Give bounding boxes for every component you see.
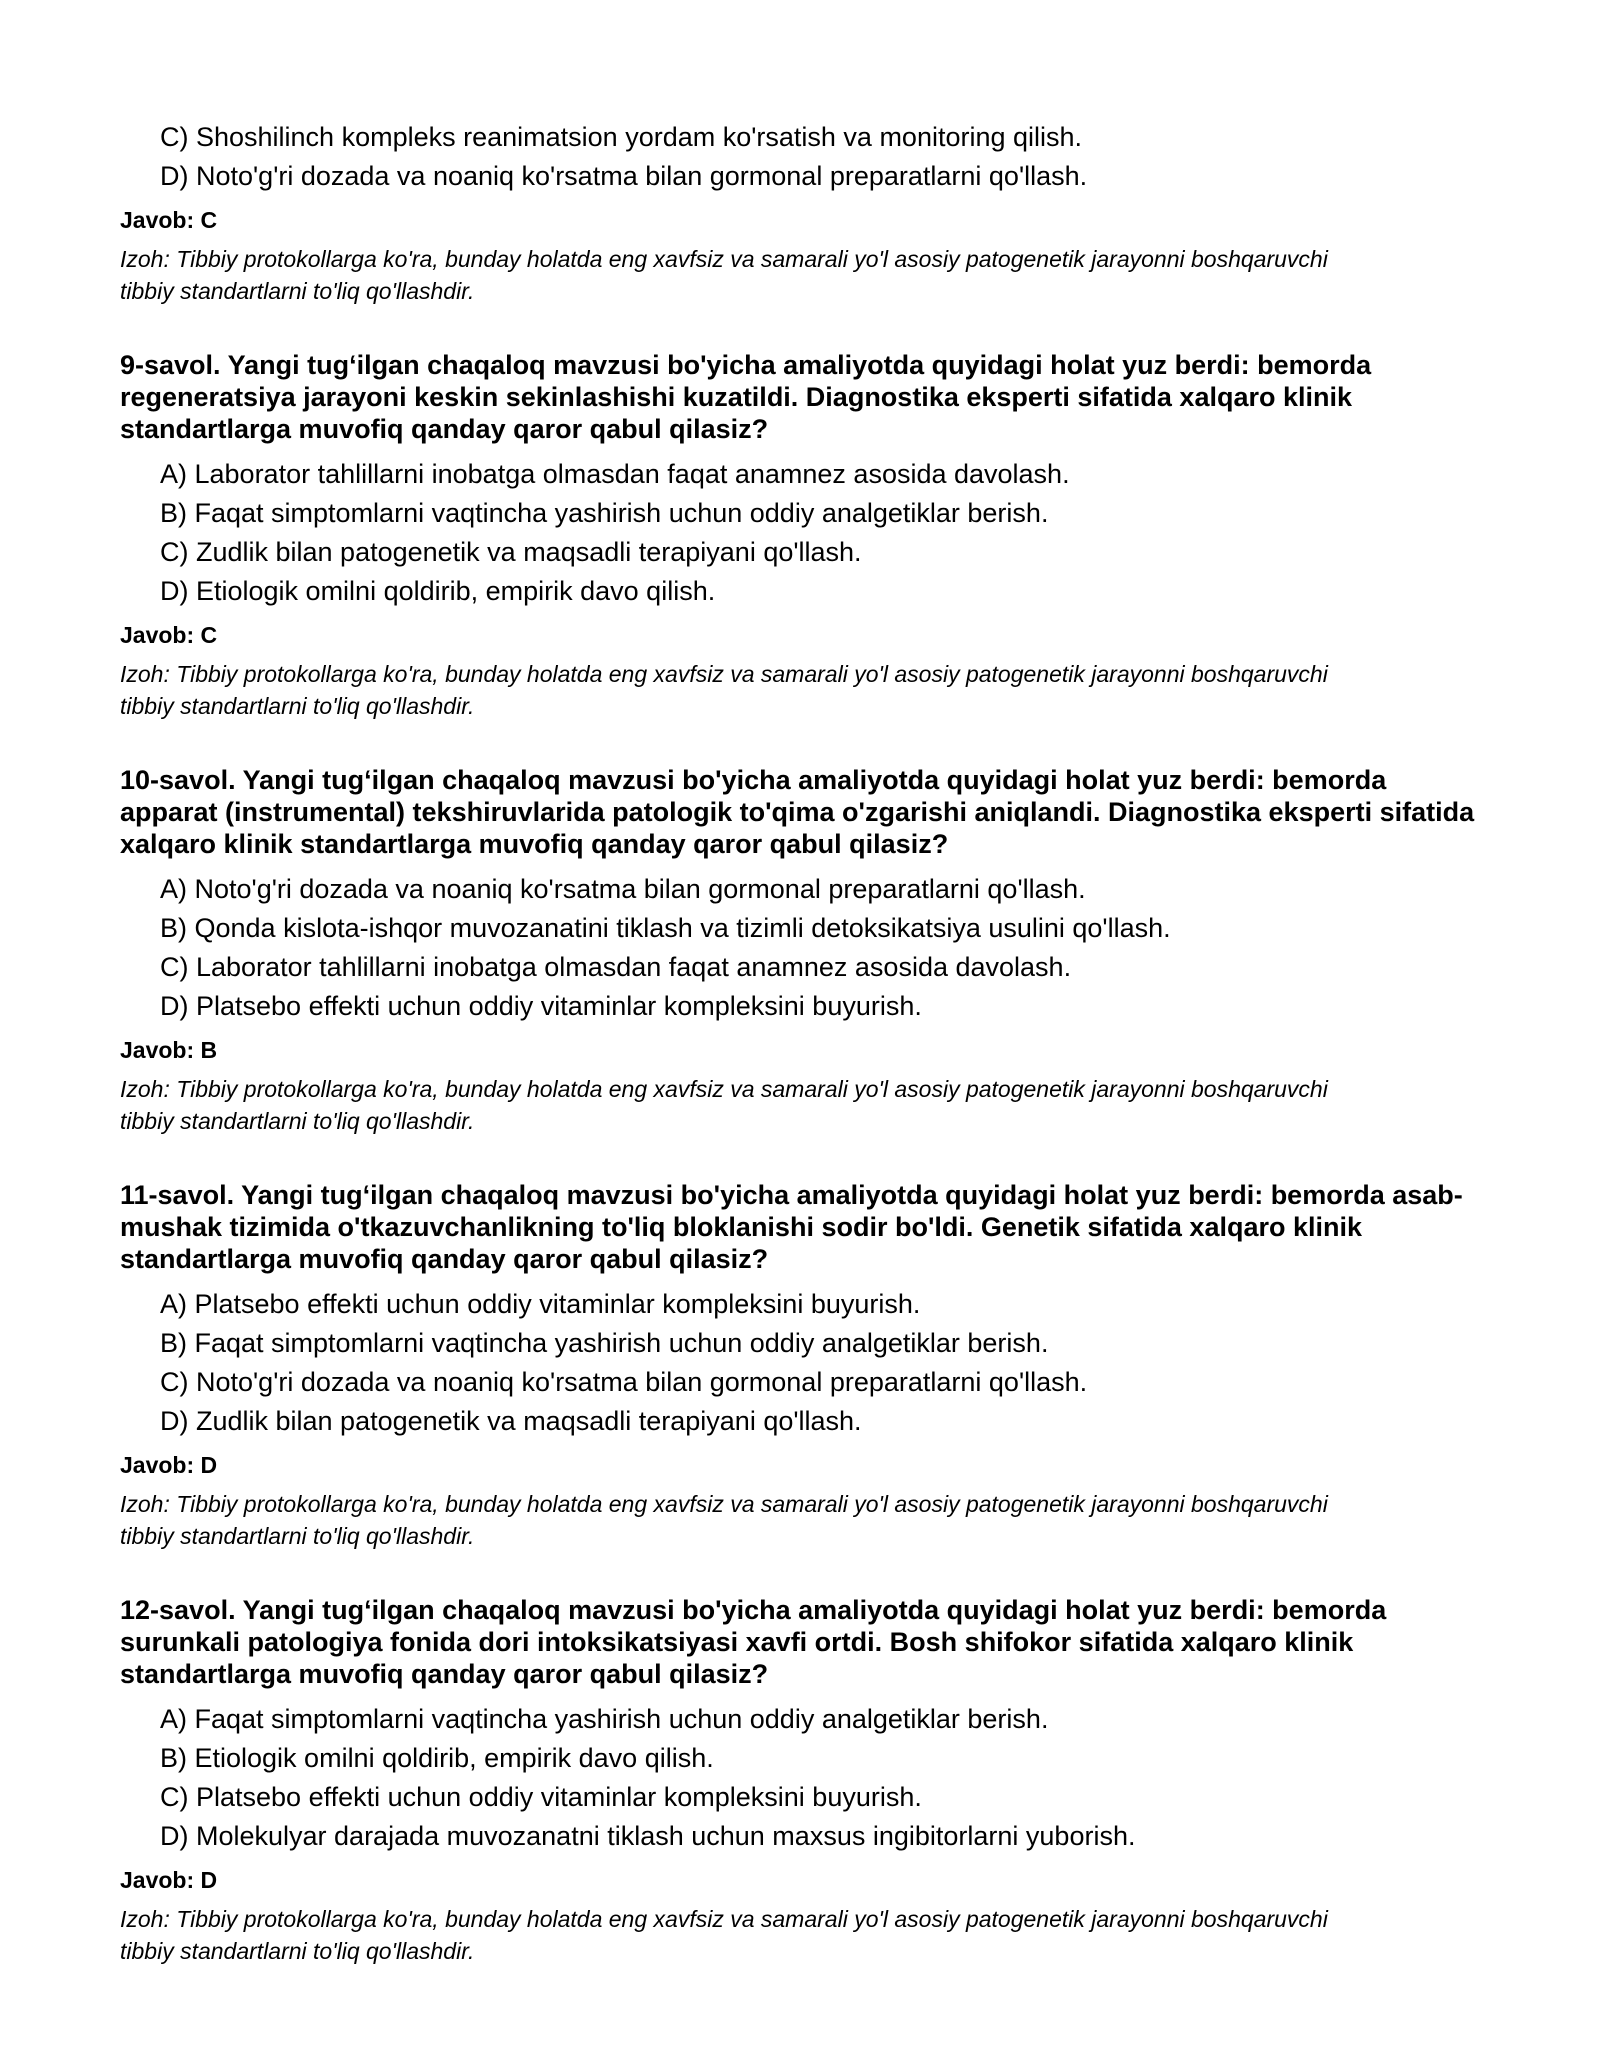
question-text: 9-savol. Yangi tug‘ilgan chaqaloq mavzusi bo'yicha amaliyotda quyidagi holat yuz berdi: bemorda regeneratsiya jarayoni keskin sekinlashishi kuzatildi. Diagnostika eksperti sifatida xalqaro klinik standartlarga muvofiq qanday qaror qabul qilasiz? [120, 350, 1372, 444]
answer-label: Javob: D [120, 1867, 218, 1893]
answer-label: Javob: C [120, 207, 218, 233]
option-b: B) Faqat simptomlarni vaqtincha yashirish uchun oddiy analgetiklar berish. [160, 1328, 1049, 1358]
answer-label: Javob: B [120, 1037, 218, 1063]
option-a: A) Platsebo effekti uchun oddiy vitaminlar kompleksini buyurish. [160, 1289, 921, 1319]
option-c: C) Noto'g'ri dozada va noaniq ko'rsatma bilan gormonal preparatlarni qo'llash. [160, 1367, 1088, 1397]
question-9 [120, 349, 1480, 722]
option-d: D) Noto'g'ri dozada va noaniq ko'rsatma bilan gormonal preparatlarni qo'llash. [160, 161, 1088, 191]
explanation-note: Izoh: Tibbiy protokollarga ko'ra, bunday holatda eng xavfsiz va samarali yo'l asosiy patogenetik jarayonni boshqaruvchi tibbiy standartlarni to'liq qo'llashdir. [120, 1491, 1328, 1549]
question-12 [120, 1594, 1480, 1967]
explanation-note: Izoh: Tibbiy protokollarga ko'ra, bunday holatda eng xavfsiz va samarali yo'l asosiy patogenetik jarayonni boshqaruvchi tibbiy standartlarni to'liq qo'llashdir. [120, 1076, 1328, 1134]
option-b: B) Etiologik omilni qoldirib, empirik davo qilish. [160, 1743, 714, 1773]
question-text: 12-savol. Yangi tug‘ilgan chaqaloq mavzusi bo'yicha amaliyotda quyidagi holat yuz berdi: bemorda surunkali patologiya fonida dori intoksikatsiyasi xavfi ortdi. Bosh shifokor sifatida xalqaro klinik standartlarga muvofiq qanday qaror qabul qilasiz? [120, 1595, 1387, 1689]
explanation-note: Izoh: Tibbiy protokollarga ko'ra, bunday holatda eng xavfsiz va samarali yo'l asosiy patogenetik jarayonni boshqaruvchi tibbiy standartlarni to'liq qo'llashdir. [120, 661, 1328, 719]
answer-label: Javob: C [120, 622, 218, 648]
question-text: 11-savol. Yangi tug‘ilgan chaqaloq mavzusi bo'yicha amaliyotda quyidagi holat yuz berdi: bemorda asab-mushak tizimida o'tkazuvchanlikning to'liq bloklanishi sodir bo'ldi. Genetik sifatida xalqaro klinik standartlarga muvofiq qanday qaror qabul qilasiz? [120, 1180, 1463, 1274]
option-a: A) Laborator tahlillarni inobatga olmasdan faqat anamnez asosida davolash. [160, 459, 1070, 489]
option-d: D) Etiologik omilni qoldirib, empirik davo qilish. [160, 576, 716, 606]
option-d: D) Platsebo effekti uchun oddiy vitaminlar kompleksini buyurish. [160, 991, 922, 1021]
question-8-continuation [120, 118, 1480, 307]
option-a: A) Noto'g'ri dozada va noaniq ko'rsatma bilan gormonal preparatlarni qo'llash. [160, 874, 1086, 904]
document-page [120, 118, 1480, 1967]
answer-label: Javob: D [120, 1452, 218, 1478]
option-b: B) Qonda kislota-ishqor muvozanatini tiklash va tizimli detoksikatsiya usulini qo'llash. [160, 913, 1171, 943]
question-text: 10-savol. Yangi tug‘ilgan chaqaloq mavzusi bo'yicha amaliyotda quyidagi holat yuz berdi: bemorda apparat (instrumental) tekshiruvlarida patologik to'qima o'zgarishi aniqlandi. Diagnostika eksperti sifatida xalqaro klinik standartlarga muvofiq qanday qaror qabul qilasiz? [120, 765, 1475, 859]
option-list [120, 1700, 1480, 1856]
option-c: C) Platsebo effekti uchun oddiy vitaminlar kompleksini buyurish. [160, 1782, 922, 1812]
option-list [120, 455, 1480, 611]
option-b: B) Faqat simptomlarni vaqtincha yashirish uchun oddiy analgetiklar berish. [160, 498, 1049, 528]
option-c: C) Laborator tahlillarni inobatga olmasdan faqat anamnez asosida davolash. [160, 952, 1072, 982]
explanation-note: Izoh: Tibbiy protokollarga ko'ra, bunday holatda eng xavfsiz va samarali yo'l asosiy patogenetik jarayonni boshqaruvchi tibbiy standartlarni to'liq qo'llashdir. [120, 246, 1328, 304]
explanation-note: Izoh: Tibbiy protokollarga ko'ra, bunday holatda eng xavfsiz va samarali yo'l asosiy patogenetik jarayonni boshqaruvchi tibbiy standartlarni to'liq qo'llashdir. [120, 1906, 1328, 1964]
option-c: C) Zudlik bilan patogenetik va maqsadli terapiyani qo'llash. [160, 537, 862, 567]
option-list [120, 1285, 1480, 1441]
option-d: D) Zudlik bilan patogenetik va maqsadli terapiyani qo'llash. [160, 1406, 862, 1436]
option-a: A) Faqat simptomlarni vaqtincha yashirish uchun oddiy analgetiklar berish. [160, 1704, 1049, 1734]
option-d: D) Molekulyar darajada muvozanatni tiklash uchun maxsus ingibitorlarni yuborish. [160, 1821, 1136, 1851]
option-list [120, 870, 1480, 1026]
option-c: C) Shoshilinch kompleks reanimatsion yordam ko'rsatish va monitoring qilish. [160, 122, 1083, 152]
question-11 [120, 1179, 1480, 1552]
option-list [120, 118, 1480, 196]
question-10 [120, 764, 1480, 1137]
